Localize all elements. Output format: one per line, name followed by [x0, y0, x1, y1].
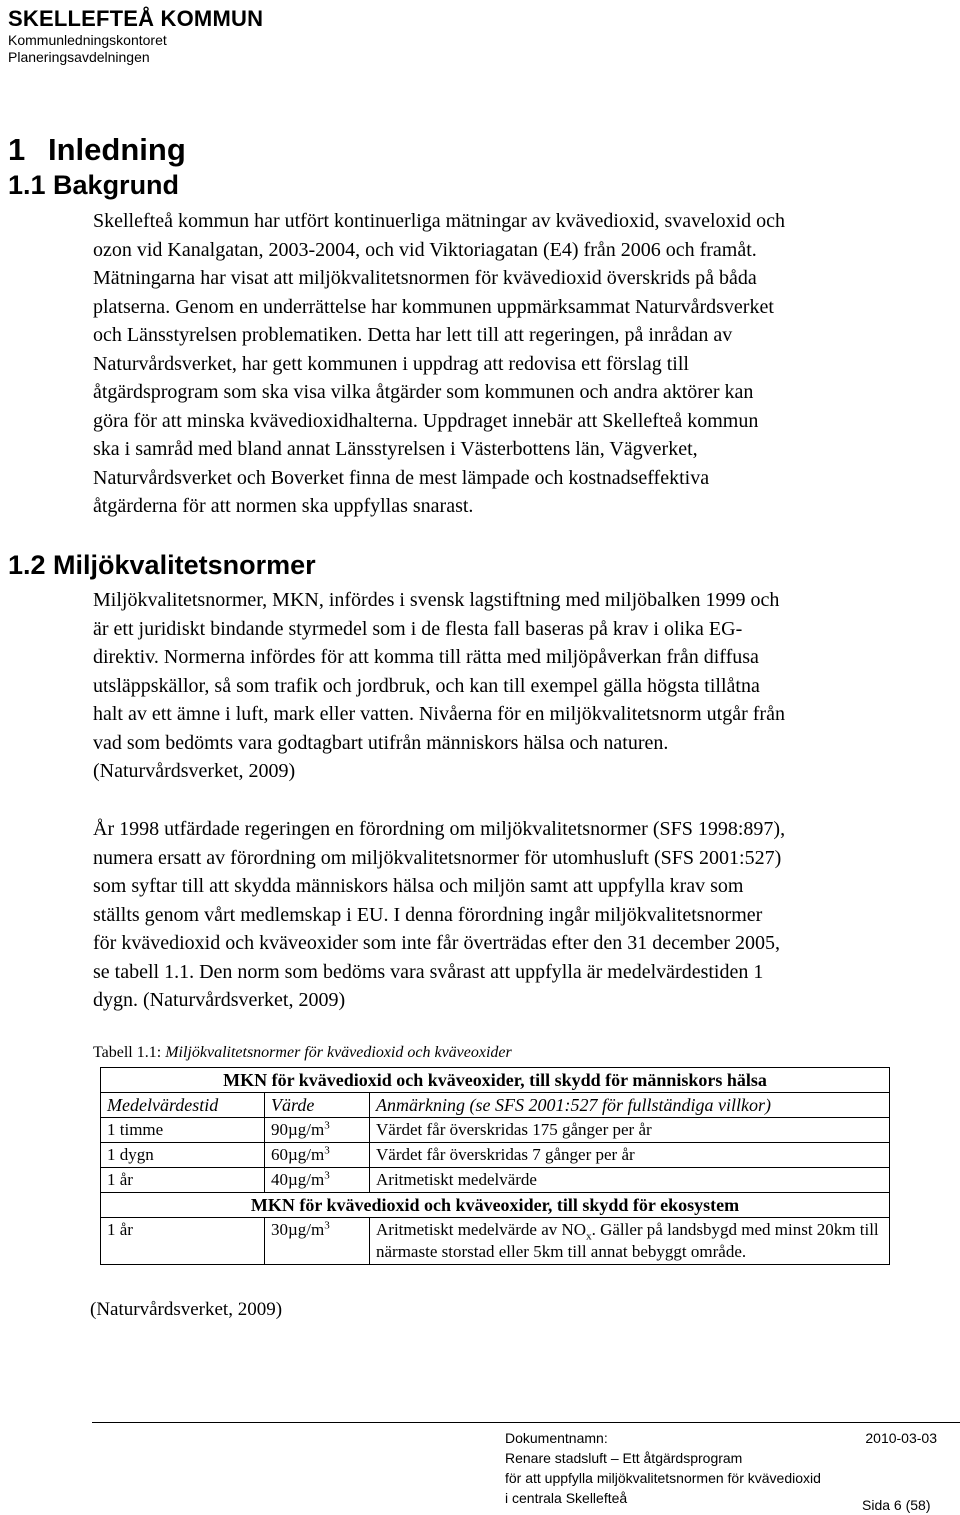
caption-label: Tabell 1.1:: [93, 1044, 162, 1061]
text-line: Miljökvalitetsnormer, MKN, infördes i svensk lagstiftning med miljöbalken 1999 och: [93, 589, 780, 611]
text-line: numera ersatt av förordning om miljökvalitetsnormer för utomhusluft (SFS 2001:527): [93, 846, 782, 869]
caption-text: Miljökvalitetsnormer för kvävedioxid och kväveoxider: [165, 1044, 512, 1061]
cell-period: 1 dygn: [101, 1143, 265, 1168]
text-line: utsläppskällor, så som trafik och jordbruk, och kan till exempel gälla högsta tillåtna: [93, 674, 760, 697]
text-line: Naturvårdsverket och Boverket finna de mest lämpade och kostnadseffektiva: [93, 466, 710, 489]
table-row: [101, 1143, 890, 1168]
heading-1: [8, 132, 186, 168]
table-title-health: MKN för kvävedioxid och kväveoxider, till skydd för människors hälsa: [101, 1068, 890, 1093]
text-line: Skellefteå kommun har utfört kontinuerliga mätningar av kvävedioxid, svaveloxid och: [93, 210, 786, 232]
text-line: som syftar till att skydda människors hälsa och miljön samt att uppfylla krav som: [93, 875, 744, 897]
text-line: ozon vid Kanalgatan, 2003-2004, och vid Viktoriagatan (E4) från 2006 och framåt.: [93, 238, 757, 261]
paragraph-mkn: [93, 586, 959, 786]
header-note: Anmärkning (se SFS 2001:527 för fullständiga villkor): [370, 1093, 890, 1118]
text-line: Naturvårdsverket, har gett kommunen i uppdrag att redovisa ett förslag till: [93, 352, 689, 375]
text-line: År 1998 utfärdade regeringen en förordning om miljökvalitetsnormer (SFS 1998:897),: [93, 818, 786, 840]
heading-1-title: Inledning: [48, 132, 186, 167]
table-header-row: [101, 1093, 890, 1118]
table-title-ecosystem: MKN för kvävedioxid och kväveoxider, till skydd för ekosystem: [101, 1193, 890, 1218]
text-line: för kvävedioxid och kväveoxider som inte får överträdas efter den 31 december 2005,: [93, 932, 780, 954]
department: Kommunledningskontoret: [8, 32, 167, 48]
table-source: (Naturvårdsverket, 2009): [90, 1299, 283, 1320]
cell-note: Värdet får överskridas 175 gånger per år: [370, 1118, 890, 1143]
cell-value: $90\mu g/m^3$: [265, 1118, 370, 1143]
footer-doc-label: Dokumentnamn:: [505, 1430, 608, 1446]
table-title-row: [101, 1068, 890, 1093]
page-number: Sida 6 (58): [862, 1497, 931, 1513]
footer-doc-line: Renare stadsluft – Ett åtgärdsprogram: [505, 1450, 743, 1466]
cell-note: Värdet får överskridas 7 gånger per år: [370, 1143, 890, 1168]
text-line: Mätningarna har visat att miljökvalitetsnormen för kvävedioxid överskrids på båda: [93, 267, 757, 289]
table-row: [101, 1118, 890, 1143]
text-line: ställts genom vårt medlemskap i EU. I denna förordning ingår miljökvalitetsnormer: [93, 903, 763, 926]
cell-note: Aritmetiskt medelvärde: [370, 1168, 890, 1193]
footer-doc-line: för att uppfylla miljökvalitetsnormen för kvävedioxid: [505, 1470, 821, 1486]
cell-note: Aritmetiskt medelvärde av $NO_x$. Gäller på landsbygd med minst 20km till närmaste storstad eller 5km till annat bebyggt område.: [370, 1218, 890, 1265]
mkn-table: [100, 1067, 890, 1265]
text-line: direktiv. Normerna infördes för att komma till rätta med miljöpåverkan från diffusa: [93, 646, 759, 668]
text-line: åtgärdsprogram som ska visa vilka åtgärder som kommunen och andra aktörer kan: [93, 381, 754, 403]
text-line: och Länsstyrelsen problematiken. Detta har lett till att regeringen, på inrådan av: [93, 324, 733, 346]
header-value: Värde: [265, 1093, 370, 1118]
cell-period: 1 timme: [101, 1118, 265, 1143]
text-line: (Naturvårdsverket, 2009): [93, 760, 296, 782]
cell-period: 1 år: [101, 1168, 265, 1193]
text-line: platserna. Genom en underrättelse har kommunen uppmärksammat Naturvårdsverket: [93, 295, 774, 318]
text-line: ska i samråd med bland annat Länsstyrelsen i Västerbottens län, Vägverket,: [93, 438, 698, 460]
footer-doc-line: i centrala Skellefteå: [505, 1490, 628, 1506]
header-period: Medelvärdestid: [101, 1093, 265, 1118]
text-line: se tabell 1.1. Den norm som bedöms vara svårast att uppfylla är medelvärdestiden 1: [93, 960, 764, 983]
text-line: dygn. (Naturvårdsverket, 2009): [93, 989, 346, 1011]
paragraph-background: [93, 207, 959, 521]
heading-1-number: 1: [8, 132, 26, 167]
table-row: [101, 1168, 890, 1193]
table-row: [101, 1218, 890, 1265]
org-name: SKELLEFTEÅ KOMMUN: [8, 6, 264, 31]
footer-divider: [92, 1422, 960, 1423]
cell-period: 1 år: [101, 1218, 265, 1265]
footer: [505, 1428, 937, 1508]
text-line: vad som bedömts vara godtagbart utifrån människors hälsa och naturen.: [93, 731, 669, 754]
letterhead: [8, 6, 263, 66]
unit: Planeringsavdelningen: [8, 49, 150, 65]
footer-date: 2010-03-03: [865, 1430, 937, 1446]
text-line: är ett juridiskt bindande styrmedel som i de flesta fall baseras på krav i olika EG-: [93, 617, 743, 640]
table-caption: [93, 1043, 512, 1063]
heading-1-1: 1.1 Bakgrund: [8, 170, 180, 200]
cell-value: $60\mu g/m^3$: [265, 1143, 370, 1168]
text-line: göra för att minska kvävedioxidhalterna. Uppdraget innebär att Skellefteå kommun: [93, 409, 759, 432]
table-title-row: [101, 1193, 890, 1218]
heading-1-2: 1.2 Miljökvalitetsnormer: [8, 550, 316, 580]
paragraph-regulation: [93, 815, 959, 1015]
text-line: åtgärderna för att normen ska uppfyllas snarast.: [93, 495, 474, 517]
cell-value: $30\mu g/m^3$: [265, 1218, 370, 1265]
text-line: halt av ett ämne i luft, mark eller vatten. Nivåerna för en miljökvalitetsnorm utgår från: [93, 703, 785, 725]
cell-value: $40\mu g/m^3$: [265, 1168, 370, 1193]
